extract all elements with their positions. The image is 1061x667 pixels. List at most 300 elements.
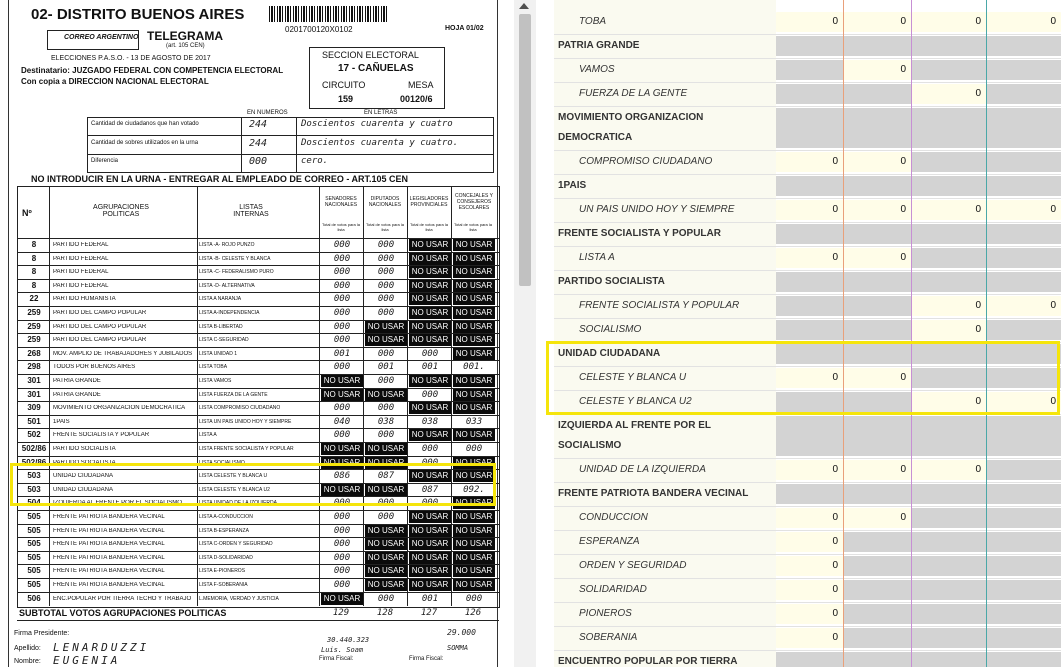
disabled-cell <box>987 84 1061 104</box>
warning-line: NO INTRODUCIR EN LA URNA - ENTREGAR AL EMPLEADO DE CORREO - ART.105 CEN <box>31 174 409 184</box>
row-lista: LISTA TOBA <box>199 364 228 370</box>
vote-count: 000 <box>377 254 395 264</box>
disabled-cell <box>912 604 986 624</box>
no-usar-cell: NO USAR <box>453 429 495 441</box>
highlight-box-document <box>10 463 496 506</box>
table-column-line <box>363 186 364 606</box>
no-usar-cell: NO USAR <box>453 457 495 469</box>
vote-count: 000 <box>333 294 351 304</box>
row-number: 505 <box>27 566 41 575</box>
vote-count: 000 <box>333 539 351 549</box>
no-usar-cell: NO USAR <box>321 375 363 387</box>
col-sub-sen: Total de votos para la lista <box>321 222 361 232</box>
party-label: IZQUIERDA AL FRENTE POR EL <box>558 420 711 431</box>
no-usar-cell: NO USAR <box>365 579 407 591</box>
vote-input[interactable]: 0 <box>912 84 986 104</box>
disabled-cell <box>912 652 986 667</box>
row-number: 505 <box>27 539 41 548</box>
row-number: 505 <box>27 512 41 521</box>
vote-count: 000 <box>421 349 439 359</box>
fiscal-name: Luis. Soam <box>321 646 364 654</box>
row-agrupacion: UNIDAD CIUDADANA <box>53 487 114 493</box>
row-agrupacion: MOV. AMPLIO DE TRABAJADORES Y JUBILADOS <box>53 351 193 357</box>
vote-count: 000 <box>333 335 351 345</box>
disabled-cell <box>912 60 986 80</box>
row-agrupacion: FRENTE PATRIOTA BANDERA VECINAL <box>53 555 165 561</box>
row-agrupacion: PATRIA GRANDE <box>53 378 101 384</box>
no-usar-cell: NO USAR <box>453 389 495 401</box>
summary-letters: Doscientos cuarenta y cuatro. <box>301 138 459 148</box>
no-usar-cell: NO USAR <box>409 552 451 564</box>
vote-count: 000 <box>333 526 351 536</box>
list-label: CELESTE Y BLANCA U <box>579 372 687 383</box>
vote-count: 000 <box>333 322 351 332</box>
disabled-cell <box>987 224 1061 244</box>
vote-count: 000 <box>333 267 351 277</box>
firma-fiscal-1: Firma Fiscal: <box>319 656 354 662</box>
no-usar-cell: NO USAR <box>409 565 451 577</box>
vote-input[interactable]: 0 <box>987 200 1061 220</box>
row-agrupacion: 1PAIS <box>53 419 70 425</box>
col-sub-con: Total de votos para la lista <box>453 222 493 232</box>
mesa-label: MESA <box>408 80 434 90</box>
row-agrupacion: PARTIDO FEDERAL <box>53 283 109 289</box>
column-separator <box>986 0 987 667</box>
col-agrupaciones: AGRUPACIONES POLITICAS <box>93 204 149 218</box>
vote-count: 000 <box>333 580 351 590</box>
telegram-document-viewer <box>0 0 514 667</box>
list-label: LISTA A <box>579 252 615 263</box>
no-usar-cell: NO USAR <box>409 511 451 523</box>
vote-input[interactable]: 0 <box>912 296 986 316</box>
disabled-cell <box>987 508 1061 528</box>
row-number: 502/86 <box>21 458 47 467</box>
vote-count: 000 <box>333 512 351 522</box>
no-usar-cell: NO USAR <box>365 334 407 346</box>
row-agrupacion: PARTIDO FEDERAL <box>53 256 109 262</box>
vote-input[interactable]: 0 <box>912 200 986 220</box>
subtotal-line <box>17 620 499 621</box>
no-usar-cell: NO USAR <box>365 389 407 401</box>
no-usar-cell: NO USAR <box>409 266 451 278</box>
vote-input[interactable]: 0 <box>776 556 843 576</box>
disabled-cell <box>912 248 986 268</box>
party-label: FRENTE PATRIOTA BANDERA VECINAL <box>558 488 749 499</box>
subtotal-leg: 127 <box>420 608 438 618</box>
mesa-value: 00120/6 <box>400 94 433 104</box>
telegram-title: TELEGRAMA <box>147 29 223 43</box>
firma-presidente-label: Firma Presidente: <box>14 630 70 637</box>
seccion-label: SECCION ELECTORAL <box>322 50 419 60</box>
subtotal-dip: 128 <box>376 608 394 618</box>
dni-note: 30.440.323 <box>327 636 370 644</box>
vote-count: 038 <box>421 417 439 427</box>
no-usar-cell: NO USAR <box>453 253 495 265</box>
summary-label: Cantidad de sobres utilizados en la urna <box>91 140 199 146</box>
row-agrupacion: PARTIDO DEL CAMPO POPULAR <box>53 324 147 330</box>
vote-count: 000 <box>421 444 439 454</box>
vote-count: 000 <box>333 362 351 372</box>
col-sub-leg: Total de votos para la lista <box>409 222 449 232</box>
vote-count: 000 <box>333 403 351 413</box>
row-number: 301 <box>27 390 41 399</box>
row-lista: LISTA -A- ROJO PUNZO <box>199 242 255 248</box>
no-usar-cell: NO USAR <box>409 280 451 292</box>
disabled-cell <box>844 320 911 340</box>
vote-count: 001 <box>333 349 351 359</box>
vote-input[interactable]: 0 <box>776 508 843 528</box>
fiscal-note-2: SOMMA <box>447 644 469 652</box>
vote-count: 000 <box>333 281 351 291</box>
data-entry-form <box>536 0 1061 667</box>
row-agrupacion: FRENTE PATRIOTA BANDERA VECINAL <box>53 528 165 534</box>
vote-count: 000 <box>421 390 439 400</box>
no-usar-cell: NO USAR <box>365 565 407 577</box>
vote-input[interactable]: 0 <box>912 320 986 340</box>
vote-input[interactable]: 0 <box>987 392 1061 412</box>
vote-count: 000 <box>377 430 395 440</box>
row-agrupacion: FRENTE PATRIOTA BANDERA VECINAL <box>53 582 165 588</box>
row-lista: LISTA FRENTE SOCIALISTA Y POPULAR <box>199 446 294 452</box>
vote-count: 000 <box>333 498 351 508</box>
summary-divider <box>241 117 242 172</box>
disabled-cell <box>844 652 911 667</box>
row-agrupacion: PARTIDO SOCIALISTA <box>53 460 116 466</box>
disabled-cell <box>912 508 986 528</box>
no-usar-cell: NO USAR <box>409 429 451 441</box>
no-usar-cell: NO USAR <box>453 565 495 577</box>
vote-input[interactable]: 0 <box>776 580 843 600</box>
no-usar-cell: NO USAR <box>453 552 495 564</box>
table-column-line <box>197 186 198 606</box>
party-label: UNIDAD CIUDADANA <box>558 348 661 359</box>
vote-input[interactable]: 0 <box>987 296 1061 316</box>
no-usar-cell: NO USAR <box>409 293 451 305</box>
disabled-cell <box>987 628 1061 648</box>
no-usar-cell: NO USAR <box>321 593 363 605</box>
no-usar-cell: NO USAR <box>365 457 407 469</box>
vote-input[interactable]: 0 <box>844 152 911 172</box>
subtotal-sen: 129 <box>332 608 350 618</box>
scroll-up-icon[interactable] <box>519 3 529 9</box>
disabled-cell <box>912 628 986 648</box>
no-usar-cell: NO USAR <box>409 579 451 591</box>
summary-number: 244 <box>249 119 268 130</box>
row-number: 8 <box>31 254 37 263</box>
list-label: FUERZA DE LA GENTE <box>579 88 688 99</box>
row-number: 8 <box>31 240 37 249</box>
party-label-line2: SOCIALISMO <box>558 440 622 451</box>
vote-input[interactable]: 0 <box>844 248 911 268</box>
row-agrupacion: FRENTE SOCIALISTA Y POPULAR <box>53 432 150 438</box>
no-usar-cell: NO USAR <box>453 280 495 292</box>
disabled-cell <box>912 152 986 172</box>
col-legisladores: LEGISLADORES PROVINCIALES <box>409 196 449 208</box>
row-lista: LISTA COMPROMISO CIUDADANO <box>199 405 281 411</box>
no-usar-cell: NO USAR <box>453 307 495 319</box>
vote-input[interactable]: 0 <box>844 200 911 220</box>
row-lista: LISTA CELESTE Y BLANCA U2 <box>199 487 270 493</box>
vote-input[interactable]: 0 <box>776 248 843 268</box>
no-usar-cell: NO USAR <box>453 321 495 333</box>
row-agrupacion: ENC.POPULAR POR TIERRA TECHO Y TRABAJO <box>53 596 192 602</box>
vote-count: 000 <box>377 308 395 318</box>
disabled-cell <box>844 272 911 292</box>
disabled-cell <box>912 36 986 56</box>
nombre-value: EUGENIA <box>53 654 121 667</box>
col-sub-dip: Total de votos para la lista <box>365 222 405 232</box>
no-usar-cell: NO USAR <box>453 579 495 591</box>
vote-input[interactable]: 0 <box>844 12 911 32</box>
vote-input[interactable]: 0 <box>844 368 911 388</box>
disabled-cell <box>987 248 1061 268</box>
summary-letters: cero. <box>301 156 329 166</box>
vote-count: 000 <box>377 267 395 277</box>
disabled-cell <box>912 272 986 292</box>
row-lista: LISTA -D- ALTERNATIVA <box>199 283 255 289</box>
vote-input[interactable]: 0 <box>844 60 911 80</box>
vote-input[interactable]: 0 <box>912 460 986 480</box>
row-number: 502/86 <box>21 444 47 453</box>
row-agrupacion: PARTIDO DEL CAMPO POPULAR <box>53 310 147 316</box>
summary-divider <box>87 154 493 155</box>
vote-count: 000 <box>377 498 395 508</box>
vote-count: 001 <box>377 362 395 372</box>
no-usar-cell: NO USAR <box>409 375 451 387</box>
seccion-value: 17 - CAÑUELAS <box>338 63 414 74</box>
vote-count: 000 <box>465 594 483 604</box>
disabled-cell <box>844 84 911 104</box>
disabled-cell <box>844 484 911 504</box>
row-lista: LISTA D-SOLIDARIDAD <box>199 555 253 561</box>
row-number: 501 <box>27 417 41 426</box>
column-separator <box>843 0 844 667</box>
col-senadores: SENADORES NACIONALES <box>324 196 358 208</box>
list-label: PIONEROS <box>579 608 632 619</box>
disabled-cell <box>844 108 911 148</box>
vote-input[interactable]: 0 <box>912 392 986 412</box>
row-lista: LISTA UNIDAD DE LA IZQUIERDA <box>199 500 277 506</box>
disabled-cell <box>987 108 1061 148</box>
vote-count: 000 <box>333 553 351 563</box>
row-lista: LISTA A-CONDUCCION <box>199 514 253 520</box>
vote-input[interactable]: 0 <box>844 508 911 528</box>
list-label: UN PAIS UNIDO HOY Y SIEMPRE <box>579 204 735 215</box>
summary-label: Cantidad de ciudadanos que han votado <box>91 121 199 127</box>
row-number: 506 <box>27 594 41 603</box>
disabled-cell <box>987 416 1061 456</box>
row-lista: LISTA A NARANJA <box>199 296 242 302</box>
no-usar-cell: NO USAR <box>453 266 495 278</box>
vote-input[interactable]: 0 <box>776 368 843 388</box>
row-number: 504 <box>27 498 41 507</box>
row-lista: LISTA -C- FEDERALISMO PURO <box>199 269 274 275</box>
vote-input[interactable]: 0 <box>844 460 911 480</box>
vote-count: 000 <box>377 349 395 359</box>
disabled-cell <box>844 296 911 316</box>
vote-input[interactable]: 0 <box>912 12 986 32</box>
disabled-cell <box>987 604 1061 624</box>
vote-input[interactable]: 0 <box>776 604 843 624</box>
row-agrupacion: PARTIDO HUMANISTA <box>53 296 116 302</box>
no-usar-cell: NO USAR <box>321 484 363 496</box>
table-column-line <box>407 186 408 606</box>
vote-count: 087 <box>421 485 439 495</box>
vote-count: 000 <box>377 512 395 522</box>
vote-input[interactable]: 0 <box>776 460 843 480</box>
telegram-subtitle: (art. 105 CEN) <box>166 43 205 49</box>
barcode <box>269 6 387 22</box>
row-number: 309 <box>27 403 41 412</box>
page-label: HOJA 01/02 <box>445 25 484 32</box>
no-usar-cell: NO USAR <box>409 402 451 414</box>
row-number: 505 <box>27 580 41 589</box>
row-agrupacion: FRENTE PATRIOTA BANDERA VECINAL <box>53 514 165 520</box>
row-number: 259 <box>27 335 41 344</box>
vote-input[interactable]: 0 <box>776 152 843 172</box>
disabled-cell <box>844 36 911 56</box>
disabled-cell <box>776 176 843 196</box>
no-usar-cell: NO USAR <box>453 375 495 387</box>
firma-fiscal-2: Firma Fiscal: <box>409 656 444 662</box>
row-number: 505 <box>27 526 41 535</box>
copia: Con copia a DIRECCION NACIONAL ELECTORAL <box>21 77 209 86</box>
subtotal-label: SUBTOTAL VOTOS AGRUPACIONES POLITICAS <box>19 608 227 618</box>
disabled-cell <box>987 460 1061 480</box>
row-lista: LISTA SOCIALISMO <box>199 460 245 466</box>
vote-count: 000 <box>377 281 395 291</box>
vote-count: 000 <box>377 294 395 304</box>
disabled-cell <box>776 320 843 340</box>
scrollbar-thumb[interactable] <box>519 14 531 286</box>
no-usar-cell: NO USAR <box>321 389 363 401</box>
row-agrupacion: PARTIDO SOCIALISTA <box>53 446 116 452</box>
disabled-cell <box>844 176 911 196</box>
party-label: ENCUENTRO POPULAR POR TIERRA <box>558 656 738 667</box>
list-label: TOBA <box>579 16 607 27</box>
party-label: FRENTE SOCIALISTA Y POPULAR <box>558 228 721 239</box>
party-label: PATRIA GRANDE <box>558 40 640 51</box>
disabled-cell <box>912 484 986 504</box>
no-usar-cell: NO USAR <box>365 443 407 455</box>
vote-count: 000 <box>377 403 395 413</box>
list-label: SOCIALISMO <box>579 324 642 335</box>
row-lista: LISTA VAMOS <box>199 378 232 384</box>
vote-count: 040 <box>333 417 351 427</box>
summary-divider <box>296 117 297 172</box>
disabled-cell <box>776 652 843 667</box>
row-lista: LISTA UNIDAD 1 <box>199 351 237 357</box>
row-number: 259 <box>27 322 41 331</box>
vote-count: 033 <box>465 417 483 427</box>
list-label: SOLIDARIDAD <box>579 584 647 595</box>
party-label: MOVIMIENTO ORGANIZACION <box>558 112 704 123</box>
election-line: ELECCIONES P.A.S.O. - 13 DE AGOSTO DE 2017 <box>51 55 211 62</box>
row-lista: LISTA A <box>199 432 217 438</box>
row-number: 503 <box>27 471 41 480</box>
disabled-cell <box>844 556 911 576</box>
vote-count: 000 <box>333 240 351 250</box>
vote-count: 001 <box>421 362 439 372</box>
circuito-value: 159 <box>338 94 354 104</box>
no-usar-cell: NO USAR <box>409 253 451 265</box>
row-number: 301 <box>27 376 41 385</box>
no-usar-cell: NO USAR <box>365 321 407 333</box>
disabled-cell <box>776 84 843 104</box>
no-usar-cell: NO USAR <box>453 538 495 550</box>
row-agrupacion: MOVIMIENTO ORGANIZACION DEMOCRATICA <box>53 405 186 411</box>
no-usar-cell: NO USAR <box>409 525 451 537</box>
disabled-cell <box>987 532 1061 552</box>
barcode-number: 0201700120X0102 <box>285 25 353 34</box>
vote-count: 001. <box>463 362 485 372</box>
row-number: 268 <box>27 349 41 358</box>
correo-logo-text: CORREO ARGENTINO <box>64 34 139 41</box>
summary-number: 000 <box>249 156 268 167</box>
nombre-label: Nombre: <box>14 658 41 665</box>
no-usar-cell: NO USAR <box>453 348 495 360</box>
no-usar-cell: NO USAR <box>365 525 407 537</box>
row-lista: LISTA UN PAIS UNIDO HOY Y SIEMPRE <box>199 419 292 425</box>
no-usar-cell: NO USAR <box>365 552 407 564</box>
destinatario: Destinatario: JUZGADO FEDERAL CON COMPETENCIA ELECTORAL <box>21 66 284 75</box>
disabled-cell <box>844 532 911 552</box>
no-usar-cell: NO USAR <box>453 511 495 523</box>
list-label: ORDEN Y SEGURIDAD <box>579 560 687 571</box>
row-lista: LISTA B-LIBERTAD <box>199 324 243 330</box>
no-usar-cell: NO USAR <box>453 525 495 537</box>
disabled-cell <box>987 36 1061 56</box>
disabled-cell <box>912 580 986 600</box>
no-usar-cell: NO USAR <box>409 321 451 333</box>
table-column-line <box>49 186 50 606</box>
col-diputados: DIPUTADOS NACIONALES <box>368 196 402 208</box>
row-lista: LISTA CELESTE Y BLANCA U <box>199 473 268 479</box>
disabled-cell <box>912 176 986 196</box>
no-usar-cell: NO USAR <box>409 538 451 550</box>
disabled-cell <box>776 60 843 80</box>
highlight-box-form <box>546 341 1060 415</box>
disabled-cell <box>987 272 1061 292</box>
vote-count: 000 <box>377 594 395 604</box>
disabled-cell <box>987 60 1061 80</box>
vote-count: 000 <box>421 498 439 508</box>
disabled-cell <box>987 152 1061 172</box>
vote-count: 087 <box>377 471 395 481</box>
disabled-cell <box>844 628 911 648</box>
summary-divider <box>87 135 493 136</box>
row-agrupacion: PARTIDO FEDERAL <box>53 242 109 248</box>
list-label: ESPERANZA <box>579 536 640 547</box>
row-agrupacion: PARTIDO FEDERAL <box>53 269 109 275</box>
disabled-cell <box>987 484 1061 504</box>
disabled-cell <box>987 652 1061 667</box>
vote-input[interactable]: 0 <box>776 12 843 32</box>
apellido-value: LENARDUZZI <box>53 641 150 654</box>
summary-label: Diferencia <box>91 158 119 164</box>
disabled-cell <box>776 108 843 148</box>
vote-input[interactable]: 0 <box>776 532 843 552</box>
row-number: 505 <box>27 553 41 562</box>
row-lista: LISTA F-SOBERANIA <box>199 582 248 588</box>
no-usar-cell: NO USAR <box>321 457 363 469</box>
en-numeros-label: EN NUMEROS <box>247 110 288 116</box>
vote-input[interactable]: 0 <box>776 628 843 648</box>
no-usar-cell: NO USAR <box>321 443 363 455</box>
vote-input[interactable]: 0 <box>776 200 843 220</box>
vote-input[interactable]: 0 <box>987 12 1061 32</box>
row-lista: LISTA B-ESPERANZA <box>199 528 249 534</box>
